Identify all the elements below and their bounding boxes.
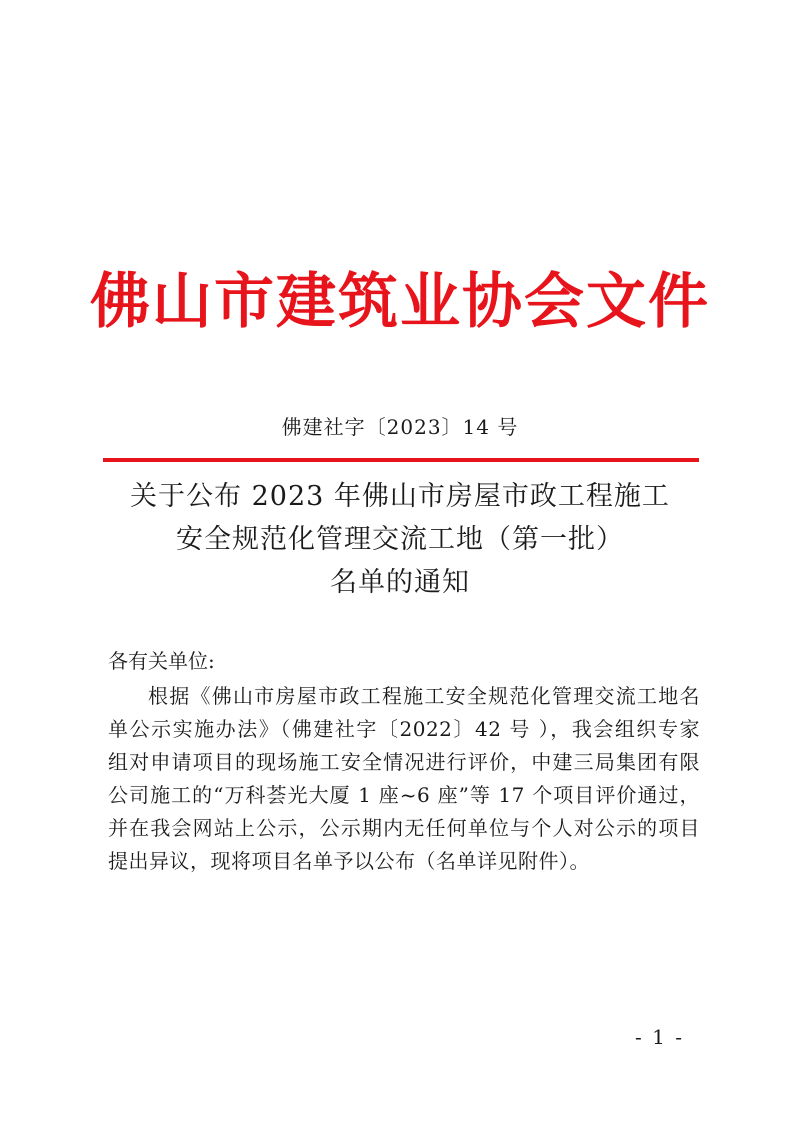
body-line: 组对申请项目的现场施工安全情况进行评价，中建三局集团有限 [108,750,700,774]
title-line-3: 名单的通知 [330,567,470,598]
body-line: 提出异议，现将项目名单予以公布（名单详见附件）。 [108,849,590,873]
document-number: 佛建社字〔2023〕14 号 [281,415,519,439]
masthead-title: 佛山市建筑业协会文件 [90,267,710,337]
body-line: 单公示实施办法》（佛建社字〔2022〕42 号 ），我会组织专家 [108,717,700,741]
title-line-1: 关于公布 2023 年佛山市房屋市政工程施工 [130,481,670,512]
salutation: 各有关单位: [108,649,215,673]
body-paragraph [108,680,700,878]
page-number: - 1 - [635,1025,684,1049]
body-line: 公司施工的“万科荟光大厦 1 座~6 座”等 17 个项目评价通过， [108,783,700,807]
notice-title [0,475,800,604]
body-line: 并在我会网站上公示，公示期内无任何单位与个人对公示的项目 [108,816,700,840]
body-line: 根据《佛山市房屋市政工程施工安全规范化管理交流工地名 [148,684,700,708]
title-line-2: 安全规范化管理交流工地（第一批） [176,524,624,555]
red-divider-rule [103,458,699,462]
